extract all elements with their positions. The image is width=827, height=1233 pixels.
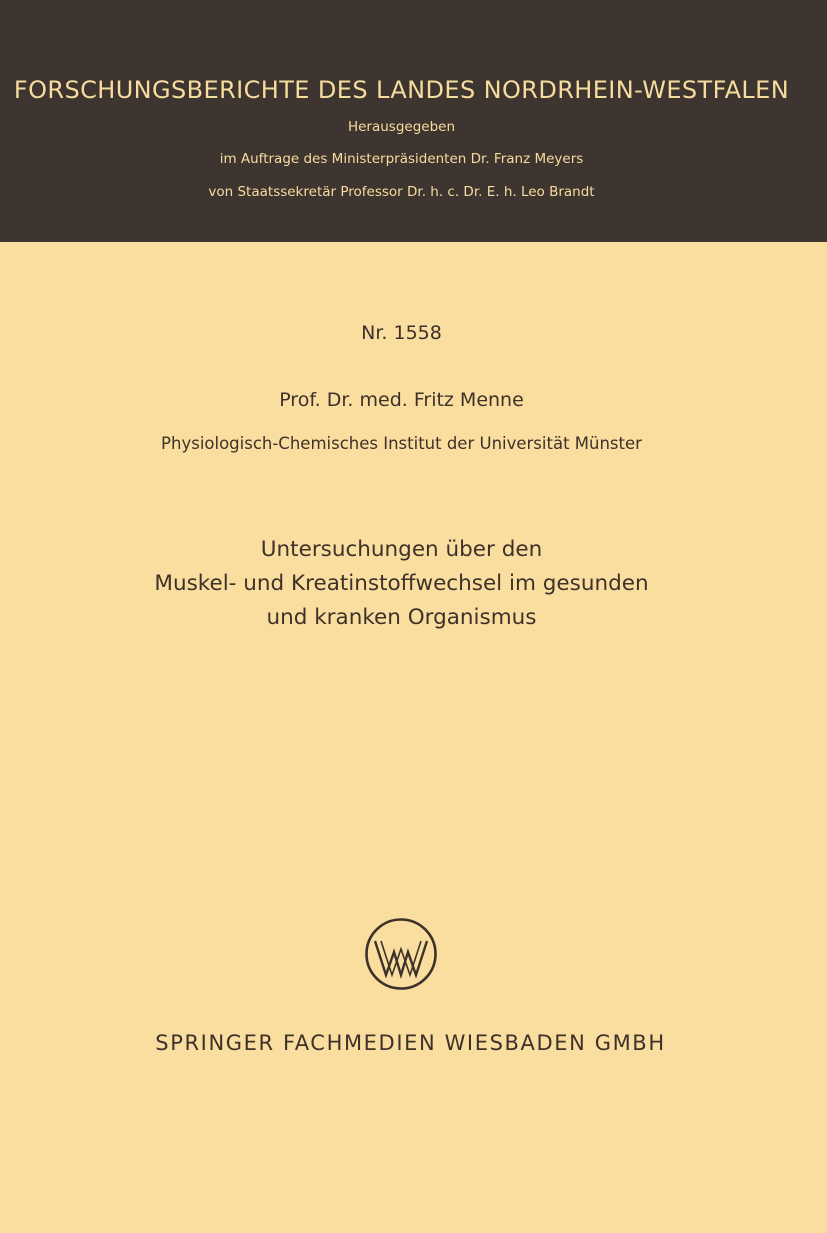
publisher-ww-logo-icon bbox=[364, 917, 438, 991]
author-institute: Physiologisch-Chemisches Institut der Universität Münster bbox=[161, 434, 642, 453]
editor-label: Herausgegeben bbox=[347, 119, 456, 135]
author-name: Prof. Dr. med. Fritz Menne bbox=[279, 389, 524, 411]
book-title-line: und kranken Organismus bbox=[266, 605, 537, 630]
header-band bbox=[0, 0, 827, 242]
book-title-line: Untersuchungen über den bbox=[260, 537, 543, 562]
publisher-imprint: SPRINGER FACHMEDIEN WIESBADEN GMBH bbox=[155, 1031, 666, 1055]
volume-number: Nr. 1558 bbox=[361, 322, 442, 344]
book-title bbox=[0, 533, 803, 635]
editor-line-commission: im Auftrage des Ministerpräsidenten Dr. Franz Meyers bbox=[219, 151, 584, 167]
book-title-line: Muskel- und Kreatinstoffwechsel im gesunden bbox=[154, 571, 649, 596]
series-title: FORSCHUNGSBERICHTE DES LANDES NORDRHEIN-WESTFALEN bbox=[13, 76, 790, 104]
editor-line-secretary: von Staatssekretär Professor Dr. h. c. Dr. E. h. Leo Brandt bbox=[208, 184, 595, 200]
